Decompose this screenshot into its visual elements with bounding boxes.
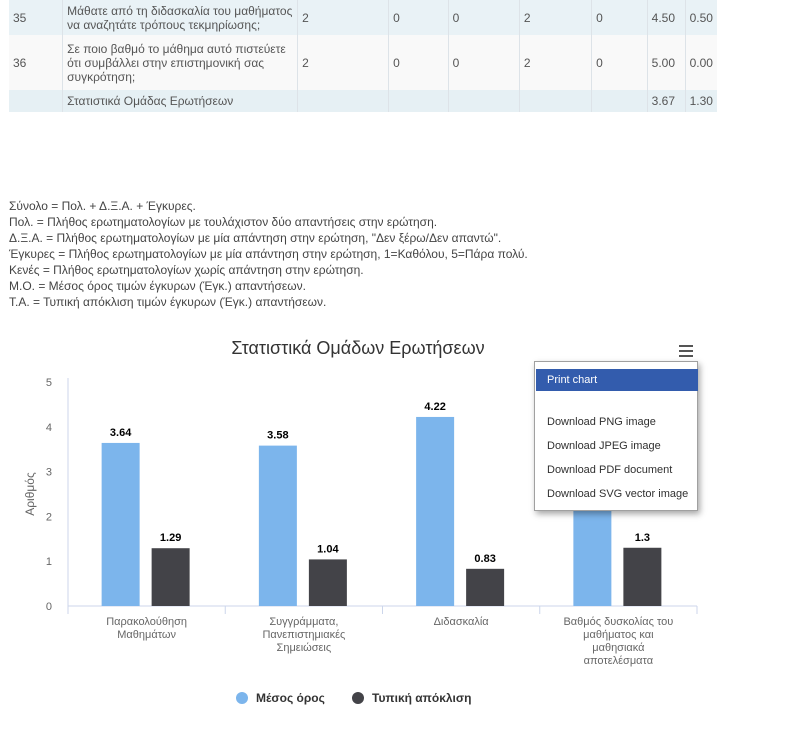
- summary-label: Στατιστικά Ομάδας Ερωτήσεων: [63, 90, 298, 112]
- download-svg-item[interactable]: Download SVG vector image: [547, 488, 689, 500]
- cell-egk: 2: [519, 0, 591, 35]
- cell-mo: 5.00: [647, 35, 685, 90]
- bar-stddev: [152, 548, 190, 606]
- summary-mo: 3.67: [647, 90, 685, 112]
- download-png-item[interactable]: Download PNG image: [547, 416, 656, 428]
- cell-ta: 0.50: [685, 0, 717, 35]
- cell-value: 0: [448, 0, 519, 35]
- x-category-label: [563, 616, 673, 667]
- legend-line: Έγκυρες = Πλήθος ερωτηματολογίων με μία απάντηση στην ερώτηση, 1=Καθόλου, 5=Πάρα πολύ.: [9, 247, 528, 261]
- x-category-label-line: Σημειώσεις: [276, 642, 332, 654]
- y-tick-label: 2: [45, 511, 52, 524]
- legend-line: Δ.Ξ.Α. = Πλήθος ερωτηματολογίων με μία απάντηση στην ερώτηση, "Δεν ξέρω/Δεν απαντώ".: [9, 231, 502, 245]
- y-tick-label: 0: [45, 601, 52, 613]
- abbreviations-legend: [9, 198, 528, 310]
- x-category-label: [434, 616, 490, 628]
- y-tick-label: 5: [45, 377, 52, 389]
- x-category-label-line: Διδασκαλία: [433, 616, 489, 628]
- results-table: [9, 0, 717, 112]
- legend-marker: [352, 692, 364, 704]
- x-category-label-line: Παρακολούθηση: [106, 616, 188, 628]
- x-category-label-line: Πανεπιστημιακές: [262, 629, 346, 641]
- cell-ta: 0.00: [685, 35, 717, 90]
- summary-ta: 1.30: [685, 90, 717, 112]
- bar-stddev: [466, 569, 504, 606]
- y-tick-label: 1: [45, 556, 52, 569]
- cell-dxa: 0: [389, 0, 448, 35]
- question-text: Μάθατε από τη διδασκαλία του μαθήματος να αναζητάτε τρόπους τεκμηρίωσης;: [63, 0, 298, 35]
- table-row: [9, 0, 717, 35]
- chart-title: Στατιστικά Ομάδων Ερωτήσεων: [231, 338, 485, 358]
- legend-item-label: Τυπική απόκλιση: [372, 691, 472, 705]
- question-number: 36: [9, 35, 63, 90]
- y-tick-label: 3: [45, 466, 52, 479]
- question-text: Σε ποιο βαθμό το μάθημα αυτό πιστεύετε ότι συμβάλλει στην επιστημονική σας συγκρότηση;: [63, 35, 298, 90]
- cell-pol: 2: [298, 35, 389, 90]
- cell-ken: 0: [592, 0, 647, 35]
- x-category-label-line: Μαθημάτων: [117, 629, 176, 641]
- data-label: 0.83: [474, 552, 496, 565]
- cell-pol: 2: [298, 0, 389, 35]
- x-category-label-line: Συγγράμματα,: [269, 616, 339, 628]
- cell-value: 0: [448, 35, 519, 90]
- legend-line: Τ.Α. = Τυπική απόκλιση τιμών έγκυρων (Έγκ.) απαντήσεων.: [9, 295, 327, 309]
- legend-line: Σύνολο = Πολ. + Δ.Ξ.Α. + Έγκυρες.: [9, 199, 196, 213]
- y-tick-label: 4: [45, 421, 52, 434]
- download-jpeg-item[interactable]: Download JPEG image: [547, 440, 661, 452]
- cell-dxa: 0: [389, 35, 448, 90]
- bar-stddev: [309, 559, 347, 606]
- chart-menu-button[interactable]: [674, 340, 698, 362]
- bar-stddev: [623, 548, 661, 606]
- bar-mean: [416, 417, 454, 606]
- export-menu: [534, 361, 698, 511]
- question-number: 35: [9, 0, 63, 35]
- data-label: 4.22: [424, 400, 446, 413]
- legend-marker: [236, 692, 248, 704]
- cell-mo: 4.50: [647, 0, 685, 35]
- bar-mean: [259, 446, 297, 606]
- legend-line: Μ.Ο. = Μέσος όρος τιμών έγκυρων (Έγκ.) απαντήσεων.: [9, 279, 306, 293]
- x-category-label-line: αποτελέσματα: [583, 655, 654, 667]
- cell-egk: 2: [519, 35, 591, 90]
- data-label: 1.29: [159, 532, 182, 545]
- legend-line: Κενές = Πλήθος ερωτηματολογίων χωρίς απάντηση στην ερώτηση.: [9, 263, 364, 277]
- table-row: [9, 35, 717, 90]
- x-category-label: [262, 616, 345, 654]
- data-label: 3.58: [267, 429, 289, 442]
- x-category-label-line: Βαθμός δυσκολίας του: [563, 616, 674, 628]
- data-label: 1.04: [317, 543, 339, 556]
- legend-item-label: Μέσος όρος: [256, 691, 325, 705]
- legend-line: Πολ. = Πλήθος ερωτηματολογίων με τουλάχιστον δύο απαντήσεις στην ερώτηση.: [9, 215, 438, 229]
- x-category-label: [106, 616, 187, 641]
- x-category-label-line: μαθήματος και: [583, 629, 654, 641]
- x-category-label-line: μαθησιακά: [592, 642, 645, 654]
- bar-mean: [102, 443, 140, 606]
- data-label: 1.3: [634, 531, 651, 544]
- y-axis-title: Αριθμός: [23, 472, 37, 516]
- data-label: 3.64: [109, 426, 132, 439]
- cell-ken: 0: [592, 35, 647, 90]
- download-pdf-item[interactable]: Download PDF document: [547, 464, 673, 476]
- print-chart-item[interactable]: Print chart: [536, 369, 698, 391]
- summary-row: [9, 90, 717, 112]
